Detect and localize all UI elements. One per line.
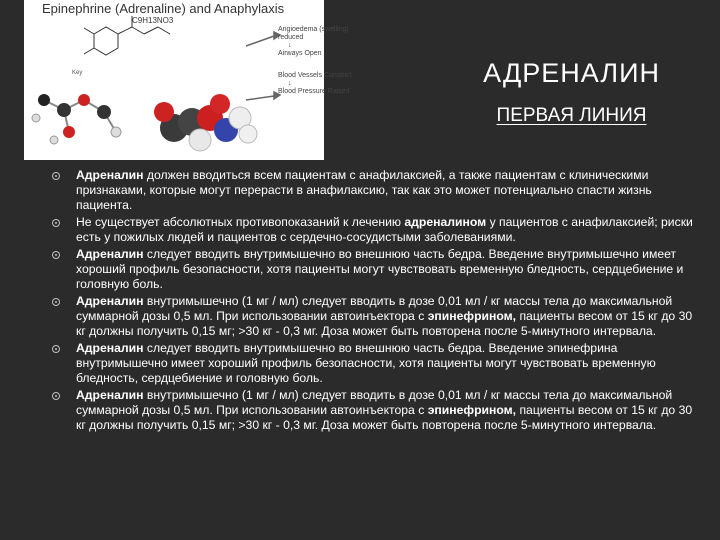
list-item (48, 294, 700, 339)
bullet-icon (52, 392, 60, 400)
list-item-text (76, 388, 692, 432)
space-filling-model (154, 94, 257, 151)
bold-text: Адреналин (76, 247, 144, 261)
list-item-text (76, 341, 656, 385)
bold-text: эпинефрином, (427, 403, 517, 417)
bullet-list (48, 168, 700, 435)
bold-text: адреналином (404, 215, 487, 229)
list-item (48, 247, 700, 292)
figure-formula: C9H13NO3 (132, 16, 174, 25)
text-run: внутримышечно (1 мг / мл) следует вводить в дозе 0,01 мл / кг массы тела до максимальной суммарной дозы 0,5 мл. При использовании автоинъектора с (76, 388, 673, 417)
bullet-icon (52, 345, 60, 353)
down-arrow-icon: ↓ (288, 42, 292, 49)
effect-arrows (246, 32, 280, 100)
list-item (48, 215, 700, 245)
title-block (483, 58, 660, 127)
list-item-text (76, 247, 683, 291)
text-run: у пациентов с анафилаксией; риски есть у пожилых людей и пациентов с сердечно-сосудистыми заболеваниями. (76, 215, 693, 244)
figure-flow (278, 26, 368, 96)
list-item-text (76, 168, 652, 212)
bullet-icon (52, 172, 60, 180)
bold-text: Адреналин (76, 388, 144, 402)
bold-text: эпинефрином, (427, 309, 517, 323)
list-item (48, 168, 700, 213)
bullet-icon (52, 298, 60, 306)
ball-stick-model (32, 94, 121, 144)
text-run: пациенты весом от 15 кг до 30 кг должны получить 0,15 мг; >30 кг - 0,3 мг. Доза может быть повторена после 5-минутного интервала. (76, 309, 693, 338)
figure-title: Epinephrine (Adrenaline) and Anaphylaxis (42, 1, 285, 16)
text-run: внутримышечно (1 мг / мл) следует вводить в дозе 0,01 мл / кг массы тела до максимальной суммарной дозы 0,5 мл. При использовании автоинъектора с (76, 294, 673, 323)
flow-step: Blood Vessels Constrict (278, 72, 352, 79)
flow-step: Blood Pressure Raised (278, 88, 350, 95)
bullet-icon (52, 251, 60, 259)
epinephrine-figure (24, 0, 352, 160)
flow-step: Angioedema (swelling) reduced (278, 26, 349, 41)
flow-step: Airways Open (278, 50, 322, 57)
slide-subtitle: ПЕРВАЯ ЛИНИЯ (496, 105, 647, 126)
bold-text: Адреналин (76, 168, 144, 182)
list-item-text (76, 294, 692, 338)
down-arrow-icon: ↓ (288, 80, 292, 87)
bullet-icon (52, 219, 60, 227)
slide-title: АДРЕНАЛИН (483, 58, 660, 88)
list-item (48, 388, 700, 433)
figure-key-label: Key (72, 70, 83, 76)
list-item-text (76, 215, 693, 244)
text-run: должен вводиться всем пациентам с анафилаксией, а также пациентам с клиническими признаками, которые могут перерасти в анафилаксию, так как это может потенциально спасти жизнь пациента. (76, 168, 652, 212)
bold-text: Адреналин (76, 341, 144, 355)
text-run: следует вводить внутримышечно во внешнюю часть бедра. Введение эпинефрина внутримышечно имеет хороший профиль безопасности, хотя пациенты могут чувствовать временную бледность, сердцебиение и головную боль. (76, 341, 656, 385)
skeletal-formula (84, 16, 170, 55)
text-run: следует вводить внутримышечно во внешнюю часть бедра. Введение внутримышечно имеет хороший профиль безопасности, хотя пациенты могут чувствовать временную бледность, сердцебиение и головную боль. (76, 247, 684, 291)
list-item (48, 341, 700, 386)
text-run: пациенты весом от 15 кг до 30 кг должны получить 0,15 мг; >30 кг - 0,3 мг. Доза может быть повторена после 5-минутного интервала. (76, 403, 693, 432)
text-run: Не существует абсолютных противопоказаний к лечению (76, 215, 405, 229)
bold-text: Адреналин (76, 294, 144, 308)
